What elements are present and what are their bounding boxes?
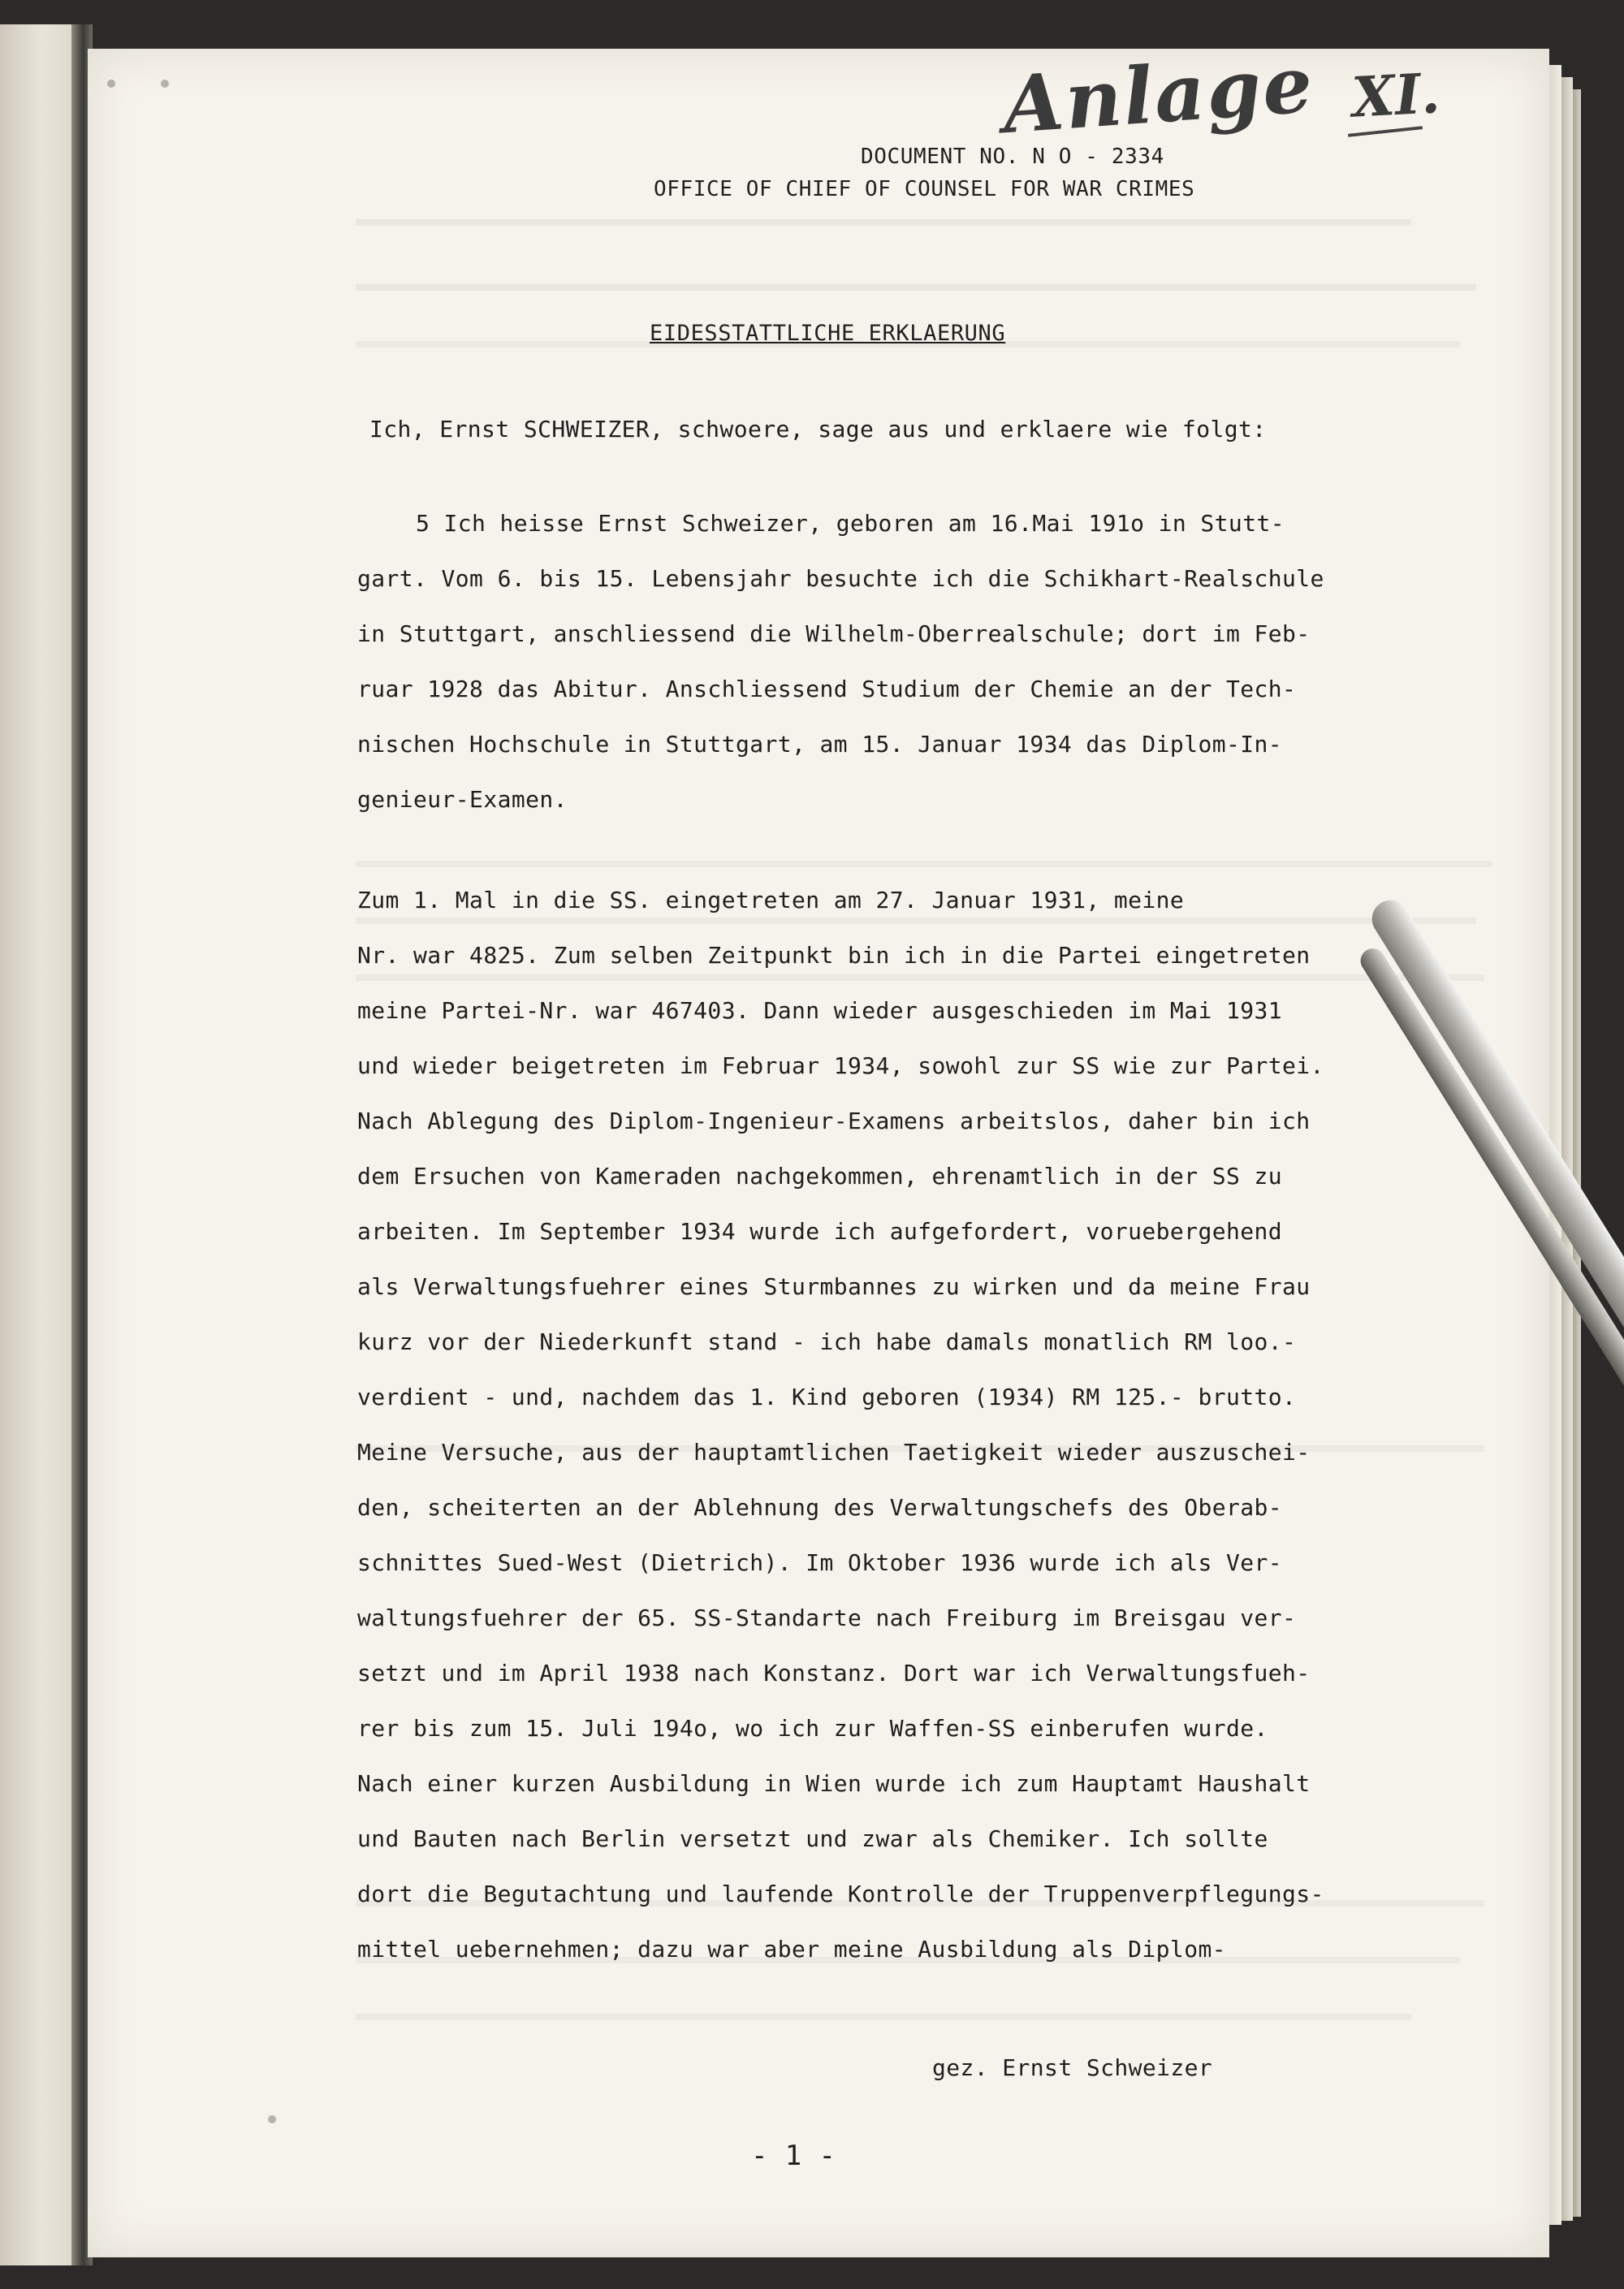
annex-number: XI. [1350,61,1442,131]
text-line: waltungsfuehrer der 65. SS-Standarte nach Freiburg im Breisgau ver- [357,1604,1297,1631]
text-line: rer bis zum 15. Juli 194o, wo ich zur Waffen-SS einberufen wurde. [357,1715,1268,1742]
text-line: den, scheiterten an der Ablehnung des Verwaltungschefs des Oberab- [357,1494,1282,1521]
text-line: setzt und im April 1938 nach Konstanz. Dort war ich Verwaltungsfueh- [357,1660,1311,1687]
handwritten-annex-stamp: Anlage [1000,37,1317,152]
text-line: genieur-Examen. [357,786,568,813]
text-line: arbeiten. Im September 1934 wurde ich aufgefordert, voruebergehend [357,1218,1282,1245]
document-title: EIDESSTATTLICHE ERKLAERUNG [650,321,1006,346]
signature-line: gez. Ernst Schweizer [932,2054,1213,2081]
punch-mark [161,80,169,88]
text-line: meine Partei-Nr. war 467403. Dann wieder ausgeschieden im Mai 1931 [357,997,1282,1024]
text-line: und wieder beigetreten im Februar 1934, sowohl zur SS wie zur Partei. [357,1052,1324,1079]
text-line: verdient - und, nachdem das 1. Kind geboren (1934) RM 125.- brutto. [357,1384,1297,1410]
intro-line: Ich, Ernst SCHWEIZER, schwoere, sage aus und erklaere wie folgt: [369,416,1267,443]
page-edge [1561,77,1573,2221]
office-heading: OFFICE OF CHIEF OF COUNSEL FOR WAR CRIMES [654,177,1195,201]
text-line: 5 Ich heisse Ernst Schweizer, geboren am 16.Mai 191o in Stutt- [416,510,1285,537]
text-line: dem Ersuchen von Kameraden nachgekommen, ehrenamtlich in der SS zu [357,1163,1282,1190]
punch-mark [268,2115,276,2123]
text-line: Meine Versuche, aus der hauptamtlichen Taetigkeit wieder auszuschei- [357,1439,1311,1466]
punch-mark [107,80,115,88]
text-line: als Verwaltungsfuehrer eines Sturmbannes zu wirken und da meine Frau [357,1273,1311,1300]
text-line: mittel uebernehmen; dazu war aber meine Ausbildung als Diplom- [357,1936,1226,1963]
page-edge [1573,89,1581,2217]
text-line: Zum 1. Mal in die SS. eingetreten am 27. Januar 1931, meine [357,887,1185,913]
text-line: kurz vor der Niederkunft stand - ich habe damals monatlich RM loo.- [357,1328,1297,1355]
text-line: gart. Vom 6. bis 15. Lebensjahr besuchte ich die Schikhart-Realschule [357,565,1324,592]
document-number: DOCUMENT NO. N O - 2334 [861,145,1164,169]
document-page [88,49,1549,2257]
text-line: und Bauten nach Berlin versetzt und zwar als Chemiker. Ich sollte [357,1825,1268,1852]
text-line: Nr. war 4825. Zum selben Zeitpunkt bin ich in die Partei eingetreten [357,942,1311,969]
text-line: schnittes Sued-West (Dietrich). Im Oktober 1936 wurde ich als Ver- [357,1549,1282,1576]
text-line: nischen Hochschule in Stuttgart, am 15. Januar 1934 das Diplom-In- [357,731,1282,758]
text-line: dort die Begutachtung und laufende Kontrolle der Truppenverpflegungs- [357,1881,1324,1907]
text-line: in Stuttgart, anschliessend die Wilhelm-Oberrealschule; dort im Feb- [357,620,1311,647]
facing-page-edge [0,24,77,2265]
text-line: Nach einer kurzen Ausbildung in Wien wurde ich zum Hauptamt Haushalt [357,1770,1311,1797]
page-number: - 1 - [751,2140,836,2172]
text-line: Nach Ablegung des Diplom-Ingenieur-Examens arbeitslos, daher bin ich [357,1108,1311,1134]
text-line: ruar 1928 das Abitur. Anschliessend Studium der Chemie an der Tech- [357,676,1297,702]
